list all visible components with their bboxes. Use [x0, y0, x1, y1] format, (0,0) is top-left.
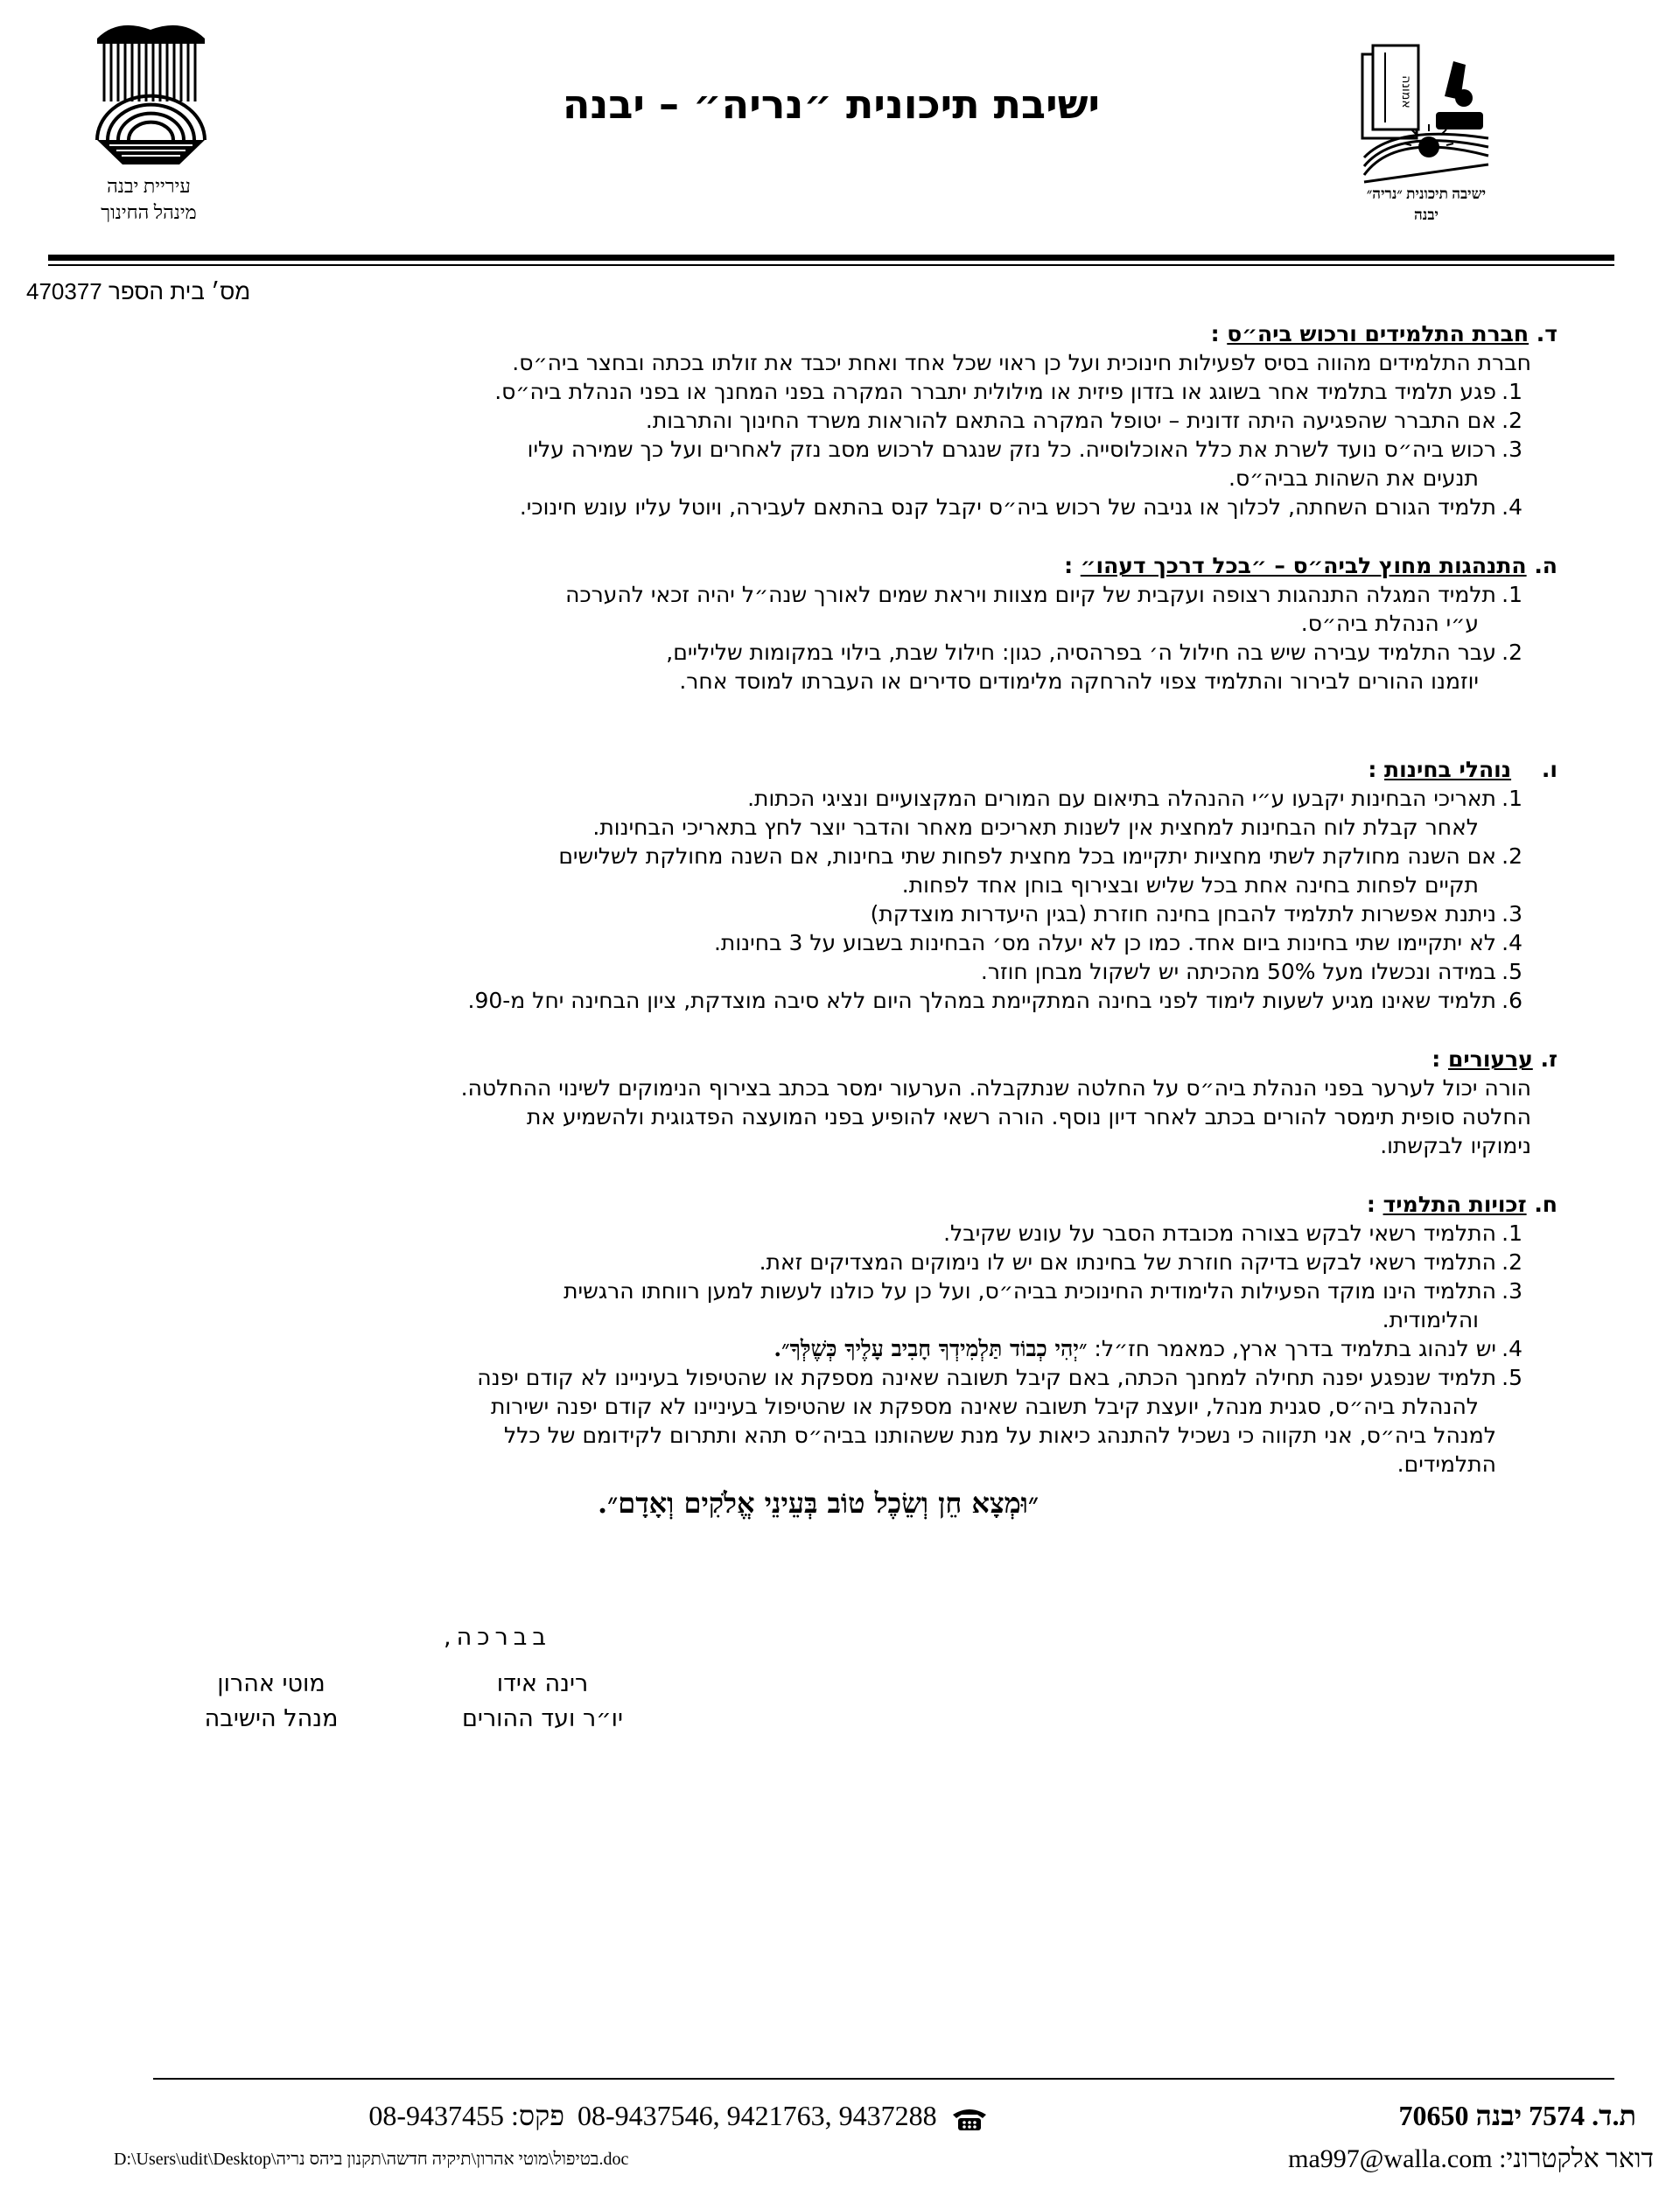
- footer-fax: פקס: 08-9437455: [368, 2100, 564, 2131]
- list-item: [79, 1248, 1558, 1276]
- section-outside-conduct: [79, 551, 1558, 696]
- paragraph-line: נימוקיו לבקשתו.: [1380, 1133, 1531, 1158]
- section-letter: ד.: [1536, 321, 1558, 346]
- section-title: חברת התלמידים ורכוש ביה״ס: [1227, 321, 1530, 346]
- item-continuation: להנהלת ביה״ס, סגנית מנהל, יועצת קיבל תשובה שאינה מספקת או שהטיפול בעיניינו לא קודם יפנה ישירות: [490, 1394, 1479, 1419]
- page-title: ישיבת תיכונית ״נריה״ – יבנה: [562, 80, 1101, 128]
- header-divider: [48, 255, 1614, 261]
- section-letter: ח.: [1534, 1192, 1558, 1217]
- item-continuation: תקיים לפחות בחינה אחת בכל שליש ובצירוף בוחן אחד לפחות.: [901, 872, 1479, 898]
- section-letter: ז.: [1540, 1046, 1558, 1072]
- item-number: 5.: [1502, 1365, 1522, 1390]
- item-number: 2.: [1502, 843, 1522, 869]
- header-divider-thin: [48, 264, 1614, 266]
- item-text: אם השנה מחולקת לשתי מחציות יתקיימו בכל מחצית לפחות שתי בחינות, אם השנה מחולקת לשלישים: [558, 843, 1496, 869]
- item-text: אם התברר שהפגיעה היתה זדונית – יטופל המקרה בהתאם להוראות משרד החינוך והתרבות.: [645, 408, 1496, 433]
- signature-parents-chair: [411, 1667, 674, 1737]
- footer-phone: [578, 2098, 1068, 2133]
- item-text: רכוש ביה״ס נועד לשרת את כלל האוכלוסייה. כל נזק שנגרם לרכוש מסב נזק לאחרים ועל כך שמירה עליו: [527, 437, 1496, 462]
- item-number: 3.: [1502, 901, 1522, 927]
- school-logo-caption-line: ישיבה תיכונית ״נריה״: [1366, 185, 1487, 202]
- list-item: [79, 580, 1558, 638]
- signer-role: יו״ר ועד ההורים: [461, 1705, 624, 1732]
- section-title: התנהגות מחוץ לביה״ס – ״בכל דרכך דעהו״: [1080, 553, 1527, 578]
- list-item: [79, 1276, 1558, 1334]
- section-heading: ה. התנהגות מחוץ לביה״ס – ״בכל דרכך דעהו״ :: [1064, 553, 1558, 578]
- section-title: נוהלי בחינות: [1384, 757, 1512, 782]
- footer-file-path: D:\Users\udit\Desktop\בטיפול\מוטי אהרון\תיקיה חדשה\תקנון ביהס נריה.doc: [114, 2150, 629, 2169]
- item-text: פגע תלמיד בתלמיד אחר בשוגג או בזדון פיזית או מילולית יתברר המקרה בפני המחנך או בפני הנהלת ביה״ס.: [494, 379, 1496, 404]
- item-number: 2.: [1502, 408, 1522, 433]
- signer-role: מנהל הישיבה: [204, 1705, 339, 1732]
- list-item: [79, 406, 1558, 435]
- footer-phone-numbers: 08-9437546, 9421763, 9437288: [578, 2100, 937, 2131]
- list-item: [79, 899, 1558, 928]
- school-logo-caption: [1304, 184, 1549, 226]
- item-continuation: תנעים את השהות בביה״ס.: [1228, 465, 1479, 491]
- item-number: 3.: [1502, 437, 1522, 462]
- list-item: [79, 638, 1558, 696]
- item-text: במידה ונכשלו מעל 50% מהכיתה יש לשקול מבחן חוזר.: [980, 959, 1496, 984]
- item-number: 1.: [1502, 786, 1522, 811]
- section-letter: ה.: [1534, 553, 1558, 578]
- section-heading: ח. זכויות התלמיד :: [1366, 1192, 1558, 1217]
- list-item: [79, 1334, 1558, 1363]
- list-item: [79, 957, 1558, 986]
- item-number: 1.: [1502, 582, 1522, 607]
- item-continuation: יוזמנו ההורים לבירור והתלמיד צפוי להרחקה מלימודים סדירים או העברתו למוסד אחר.: [679, 668, 1479, 694]
- regulations-body: [79, 319, 1558, 1518]
- item-text: תלמיד שנפגע יפנה תחילה למחנך הכתה, באם קיבל תשובה שאינה מספקת או שהטיפול בעיניינו לא קודם יפנה: [477, 1365, 1496, 1390]
- section-exam-procedures: [79, 755, 1558, 1015]
- footer-address: ת.ד. 7574 יבנה 70650: [1398, 2100, 1636, 2131]
- section-title: זכויות התלמיד: [1382, 1192, 1527, 1217]
- telephone-icon: [951, 2106, 988, 2132]
- signer-name: רינה אידו: [496, 1670, 589, 1697]
- footer-divider: [153, 2078, 1614, 2080]
- list-item: [79, 842, 1558, 899]
- svg-text:אמונה: אמונה: [1399, 75, 1413, 108]
- item-text: עבר התלמיד עבירה שיש בה חילול ה׳ בפרהסיה, כגון: חילול שבת, בילוי במקומות שליליים,: [666, 640, 1496, 665]
- footer-email: דואר אלקטרוני: ma997@walla.com: [1288, 2144, 1654, 2173]
- item-number: 4.: [1502, 1336, 1522, 1361]
- item-text: תלמיד המגלה התנהגות רצופה ועקבית של קיום מצוות ויראת שמים לאורך שנה״ל יהיה זכאי להערכה: [565, 582, 1496, 607]
- section-heading: ד. חברת התלמידים ורכוש ביה״ס :: [1210, 321, 1558, 346]
- item-text: תאריכי הבחינות יקבעו ע״י ההנהלה בתיאום עם המורים המקצועיים ונציגי הכתות.: [747, 786, 1496, 811]
- item-number: 3.: [1502, 1278, 1522, 1304]
- list-item: [79, 1363, 1558, 1479]
- item-number: 2.: [1502, 1249, 1522, 1275]
- list-item: [79, 493, 1558, 521]
- section-heading: ו. נוהלי בחינות :: [1368, 757, 1558, 782]
- item-text: התלמיד רשאי לבקש בדיקה חוזרת של בחינתו אם יש לו נימוקים המצדיקים זאת.: [759, 1249, 1496, 1275]
- list-item: [79, 928, 1558, 957]
- item-text: יש לנהוג בתלמיד בדרך ארץ, כמאמר חז״ל:: [1087, 1336, 1496, 1361]
- item-continuation: ע״י הנהלת ביה״ס.: [1300, 611, 1479, 636]
- section-intro: חברת התלמידים מהווה בסיס לפעילות חינוכית ועל כן ראוי שכל אחד ואחת יכבד את זולתו בכתה ובחצר ביה״ס.: [512, 350, 1531, 375]
- sages-quote: ״יְהִי כְבוֹד תַּלְמִידְךָ חָבִיב עָלֶיךָ כְּשֶׁלְּךָ״.: [774, 1336, 1088, 1361]
- greeting: בברכה,: [444, 1624, 551, 1651]
- item-text: התלמיד הינו מוקד הפעילות הלימודית החינוכית בביה״ס, ועל כן על כולנו לעשות למען רווחתו הרגשית: [564, 1278, 1496, 1304]
- item-continuation: התלמידים.: [1396, 1451, 1496, 1477]
- item-text: ניתנת אפשרות לתלמיד להבחן בחינה חוזרת (בגין היעדרות מוצדקת): [870, 901, 1496, 927]
- signature-principal: [158, 1667, 385, 1737]
- item-number: 1.: [1502, 379, 1522, 404]
- closing-verse: ״וּמְצָא חֵן וְשֵׂכֶל טוֹב בְּעֵינֵי אֱלֹקִים וְאָדָם״.: [597, 1486, 1040, 1520]
- school-logo-caption-line: יבנה: [1414, 206, 1438, 223]
- city-logo-caption-line: עיריית יבנה: [107, 175, 191, 197]
- section-student-rights: [79, 1190, 1558, 1479]
- section-appeals: [79, 1045, 1558, 1160]
- item-number: 4.: [1502, 930, 1522, 955]
- item-text: התלמיד רשאי לבקש בצורה מכובדת הסבר על עונש שקיבל.: [943, 1220, 1496, 1246]
- item-continuation: והלימודית.: [1382, 1307, 1479, 1332]
- section-heading: ז. ערעורים :: [1432, 1046, 1558, 1072]
- list-item: [79, 377, 1558, 406]
- item-number: 6.: [1502, 988, 1522, 1013]
- city-logo-caption-line: מינהל החינוך: [101, 201, 197, 223]
- paragraph-line: הורה יכול לערער בפני הנהלת ביה״ס על החלטה שנתקבלה. הערעור ימסר בכתב בצירוף הנימוקים לשינוי ההחלטה.: [460, 1075, 1531, 1101]
- item-continuation: למנהל ביה״ס, אני תקווה כי נשכיל להתנהג כיאות על מנת ששהותנו בביה״ס תהא ותתרום לקידומם של כלל: [504, 1423, 1496, 1448]
- item-number: 1.: [1502, 1220, 1522, 1246]
- list-item: [79, 1219, 1558, 1248]
- city-logo: [92, 17, 210, 166]
- school-number: מס׳ בית הספר 470377: [26, 278, 251, 304]
- section-title: ערעורים: [1448, 1046, 1533, 1072]
- city-logo-caption: [52, 173, 245, 226]
- item-number: 4.: [1502, 494, 1522, 520]
- section-student-society: [79, 319, 1558, 521]
- item-text: תלמיד שאינו מגיע לשעות לימוד לפני בחינה המתקיימת במהלך היום ללא סיבה מוצדקת, ציון הבחינה יחל מ-90.: [467, 988, 1496, 1013]
- list-item: [79, 435, 1558, 493]
- paragraph-line: החלטה סופית תימסר להורים בכתב לאחר דיון נוסף. הורה רשאי להופיע בפני המועצה הפדגוגית ולהשמיע את: [526, 1104, 1531, 1129]
- item-number: 2.: [1502, 640, 1522, 665]
- item-number: 5.: [1502, 959, 1522, 984]
- list-item: [79, 986, 1558, 1015]
- section-letter: ו.: [1541, 757, 1558, 782]
- signer-name: מוטי אהרון: [217, 1670, 326, 1697]
- item-text: לא יתקיימו שתי בחינות ביום אחד. כמו כן לא יעלה מס׳ הבחינות בשבוע על 3 בחינות.: [713, 930, 1496, 955]
- item-continuation: לאחר קבלת לוח הבחינות למחצית אין לשנות תאריכים מאחר והדבר יוצר לחץ בתאריכי הבחינות.: [592, 815, 1479, 840]
- item-text: תלמיד הגורם השחתה, לכלוך או גניבה של רכוש ביה״ס יקבל קנס בהתאם לעבירה, ויוטל עליו עונש חינוכי.: [519, 494, 1496, 520]
- school-logo: [1361, 44, 1492, 184]
- list-item: [79, 784, 1558, 842]
